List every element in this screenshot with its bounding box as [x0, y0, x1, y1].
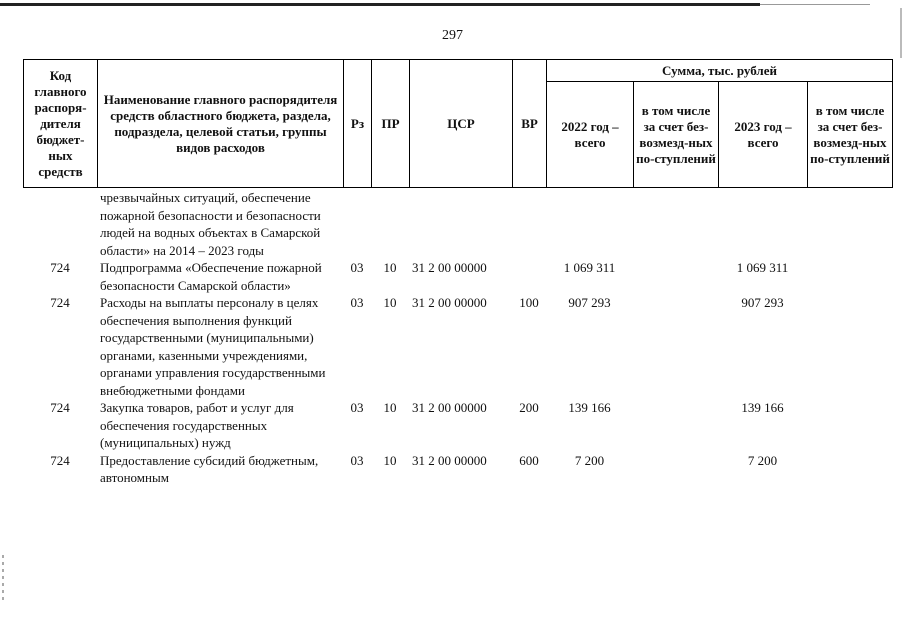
cell-rz: 03 — [350, 400, 364, 415]
cell-2023-bezvozmezd — [807, 294, 892, 399]
cell-2022-bezvozmezd — [633, 452, 718, 487]
cell-vr — [512, 189, 546, 259]
cell-2023-total: 1 069 311 — [736, 260, 789, 275]
top-border-line-faint — [760, 4, 870, 5]
cell-name: Предоставление субсидий бюджетным, автономным — [100, 452, 319, 485]
cell-csr: 31 2 00 00000 — [412, 400, 487, 415]
cell-name: Закупка товаров, работ и услуг для обеспечения государственных (муниципальных) нужд — [100, 400, 294, 450]
cell-vr: 600 — [519, 452, 539, 468]
cell-csr: 31 2 00 00000 — [412, 295, 487, 310]
scan-artifact — [2, 555, 4, 600]
cell-csr: 31 2 00 00000 — [412, 260, 487, 275]
cell-2022-bezvozmezd — [633, 399, 718, 452]
cell-pr: 10 — [383, 295, 397, 310]
table-row — [23, 452, 892, 487]
cell-2023-total: 139 166 — [741, 400, 784, 415]
header-2023-total: 2023 год – всего — [719, 82, 808, 188]
header-2023-bezvozmezd: в том числе за счет без-возмезд-ных по-ступлений — [808, 82, 893, 188]
cell-vr — [512, 259, 546, 294]
page-number: 297 — [442, 28, 463, 43]
cell-2022-bezvozmezd — [633, 189, 718, 259]
top-border-line — [0, 3, 760, 6]
header-kod: Код главного распоря-дителя бюджет-ных средств — [24, 60, 98, 188]
cell-2023-total: 7 200 — [747, 452, 778, 468]
table-row — [23, 189, 892, 259]
cell-kod: 724 — [50, 260, 70, 275]
cell-vr: 200 — [519, 400, 539, 415]
cell-rz: 03 — [350, 295, 364, 310]
cell-rz: 03 — [350, 260, 364, 275]
cell-2023-bezvozmezd — [807, 452, 892, 487]
header-name: Наименование главного распорядителя средств областного бюджета, раздела, подраздела, целевой статьи, группы видов расходов — [98, 60, 344, 188]
cell-kod — [23, 189, 97, 259]
cell-name: чрезвычайных ситуаций, обеспечение пожарной безопасности и безопасности людей на водных объектах в Самарской области» на 2014 – 2023 годы — [100, 190, 321, 258]
cell-csr — [409, 189, 512, 259]
header-summa: Сумма, тыс. рублей — [547, 60, 893, 82]
header-pr: ПР — [372, 60, 410, 188]
cell-rz — [343, 189, 371, 259]
cell-2023-bezvozmezd — [807, 259, 892, 294]
table-header — [23, 59, 893, 188]
cell-kod: 724 — [50, 452, 70, 468]
table-row — [23, 294, 892, 399]
cell-rz: 03 — [350, 452, 364, 468]
cell-2022-total: 7 200 — [574, 452, 605, 468]
cell-2022-bezvozmezd — [633, 259, 718, 294]
table-row — [23, 259, 892, 294]
cell-pr: 10 — [383, 452, 397, 468]
cell-pr — [371, 189, 409, 259]
cell-name: Подпрограмма «Обеспечение пожарной безопасности Самарской области» — [100, 260, 322, 293]
header-2022-total: 2022 год – всего — [547, 82, 634, 188]
cell-2023-total — [718, 189, 807, 259]
cell-kod: 724 — [50, 400, 70, 415]
header-rz: Рз — [344, 60, 372, 188]
cell-vr: 100 — [519, 295, 539, 310]
table-row — [23, 399, 892, 452]
cell-2023-total: 907 293 — [741, 295, 784, 310]
cell-kod: 724 — [50, 295, 70, 310]
header-2022-bezvozmezd: в том числе за счет без-возмезд-ных по-ступлений — [634, 82, 719, 188]
cell-pr: 10 — [383, 400, 397, 415]
cell-2022-total: 1 069 311 — [563, 260, 616, 275]
cell-2022-total: 907 293 — [568, 295, 611, 310]
cell-2022-total — [546, 189, 633, 259]
cell-name: Расходы на выплаты персоналу в целях обеспечения выполнения функций государственными (муниципальными) органами, казенными учреждениями, органами управления государственными внебюджетными фондами — [100, 295, 326, 398]
table-body — [23, 189, 892, 487]
cell-2023-bezvozmezd — [807, 189, 892, 259]
cell-csr: 31 2 00 00000 — [412, 452, 487, 468]
header-csr: ЦСР — [410, 60, 513, 188]
cell-2023-bezvozmezd — [807, 399, 892, 452]
header-vr: ВР — [513, 60, 547, 188]
cell-2022-total: 139 166 — [568, 400, 611, 415]
cell-2022-bezvozmezd — [633, 294, 718, 399]
cell-pr: 10 — [383, 260, 397, 275]
